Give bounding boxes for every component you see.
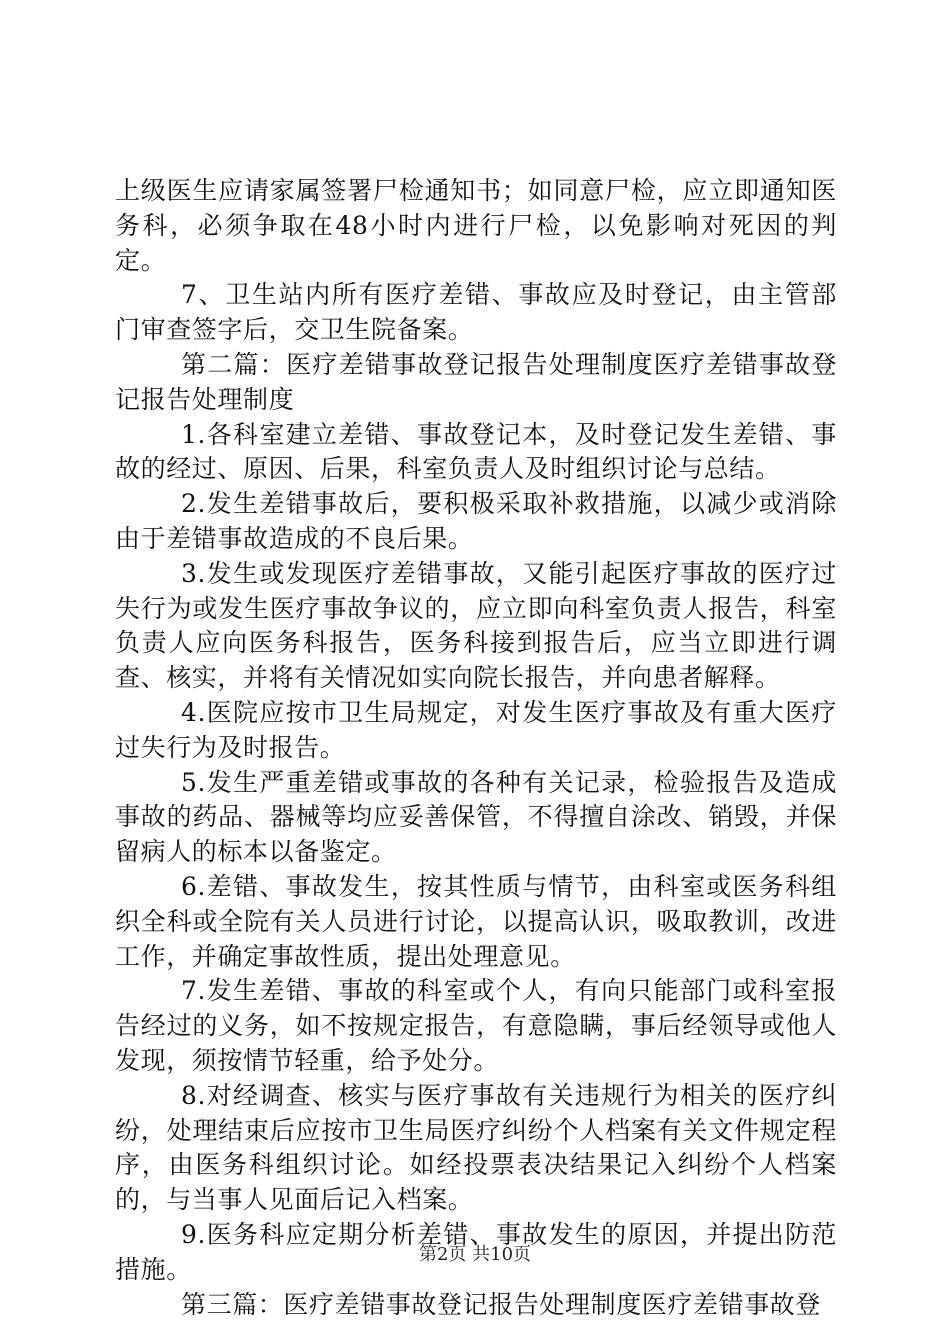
paragraph-item-1: 1.各科室建立差错、事故登记本，及时登记发生差错、事故的经过、原因、后果，科室负责人及时组织讨论与总结。 [115,419,837,484]
paragraph-item-3: 3.发生或发现医疗差错事故，又能引起医疗事故的医疗过失行为或发生医疗事故争议的，应立即向科室负责人报告，科室负责人应向医务科报告，医务科接到报告后，应当立即进行调查、核实，并将有关情况如实向院长报告，并向患者解释。 [115,558,837,693]
paragraph-item-7: 7.发生差错、事故的科室或个人，有向只能部门或科室报告经过的义务，如不按规定报告，有意隐瞒，事后经领导或他人发现，须按情节轻重，给予处分。 [115,976,837,1075]
paragraph-2: 7、卫生站内所有医疗差错、事故应及时登记，由主管部门审查签字后，交卫生院备案。 [115,280,837,345]
document-body [115,174,837,1322]
section-heading-3: 第三篇：医疗差错事故登记报告处理制度医疗差错事故登 [181,1289,822,1319]
paragraph-item-4: 4.医院应按市卫生局规定，对发生医疗事故及有重大医疗过失行为及时报告。 [115,697,837,762]
paragraph-item-5: 5.发生严重差错或事故的各种有关记录，检验报告及造成事故的药品、器械等均应妥善保管，不得擅自涂改、销毁，并保留病人的标本以备鉴定。 [115,767,837,867]
paragraph-item-8: 8.对经调查、核实与医疗事故有关违规行为相关的医疗纠纷，处理结束后应按市卫生局医疗纠纷个人档案有关文件规定程序，由医务科组织讨论。如经投票表决结果记入纠纷个人档案的，与当事人见面后记入档案。 [115,1080,837,1215]
section-heading-2: 第二篇：医疗差错事故登记报告处理制度医疗差错事故登记报告处理制度 [115,349,837,414]
paragraph-item-2: 2.发生差错事故后，要积极采取补救措施，以减少或消除由于差错事故造成的不良后果。 [115,489,837,553]
paragraph-item-6: 6.差错、事故发生，按其性质与情节，由科室或医务科组织全科或全院有关人员进行讨论，以提高认识，吸取教训，改进工作，并确定事故性质，提出处理意见。 [115,871,837,971]
paragraph-1: 上级医生应请家属签署尸检通知书；如同意尸检，应立即通知医务科，必须争取在48小时内进行尸检，以免影响对死因的判定。 [115,176,837,275]
paragraph-item-9: 9.医务科应定期分析差错、事故发生的原因，并提出防范措施。 [115,1219,837,1284]
page-number-footer: 第2页 共10页 [418,1244,532,1265]
